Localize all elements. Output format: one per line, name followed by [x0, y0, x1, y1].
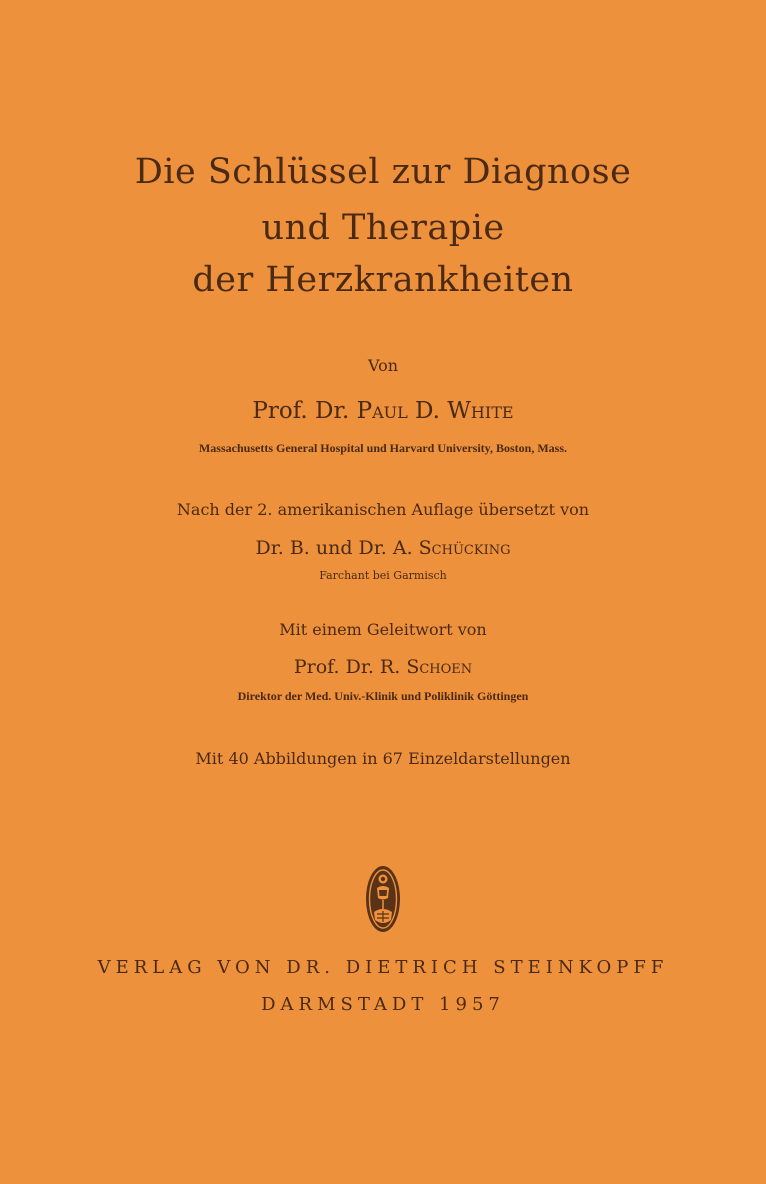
- translator-affiliation: Farchant bei Garmisch: [319, 569, 447, 582]
- book-title-line-3: der Herzkrankheiten: [192, 260, 574, 300]
- translator-surname: Schücking: [418, 537, 511, 559]
- author-affiliation: Massachusetts General Hospital und Harvard University, Boston, Mass.: [198, 441, 567, 455]
- illustrations-note: Mit 40 Abbildungen in 67 Einzeldarstellungen: [195, 749, 571, 768]
- author-name: [0, 398, 766, 424]
- place-year-line: DARMSTADT 1957: [261, 994, 505, 1015]
- foreword-surname: Schoen: [406, 656, 473, 678]
- book-title-line-2: und Therapie: [261, 208, 505, 248]
- publisher-line: VERLAG VON DR. DIETRICH STEINKOPFF: [97, 957, 669, 978]
- author-prefix: Prof. Dr.: [252, 398, 350, 424]
- foreword-prefix: Prof. Dr. R.: [293, 656, 401, 678]
- translator-prefix: Dr. B. und Dr. A.: [255, 537, 413, 559]
- foreword-intro: Mit einem Geleitwort von: [279, 620, 487, 639]
- translator-names: [0, 537, 766, 559]
- author-surname: Paul D. White: [356, 398, 514, 424]
- by-label: Von: [367, 356, 399, 375]
- publisher-emblem-icon: [364, 864, 402, 934]
- foreword-author: [0, 656, 766, 678]
- translation-intro: Nach der 2. amerikanischen Auflage übersetzt von: [176, 500, 590, 519]
- foreword-affiliation: Direktor der Med. Univ.-Klinik und Poliklinik Göttingen: [237, 689, 529, 703]
- book-title-line-1: Die Schlüssel zur Diagnose: [134, 152, 632, 192]
